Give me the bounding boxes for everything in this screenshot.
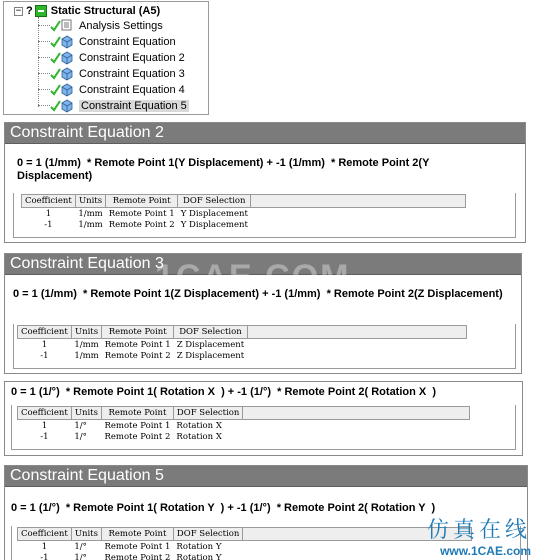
cell-blank (247, 350, 466, 361)
column-header-dof-selection[interactable]: DOF Selection (173, 407, 242, 420)
constraint-equation-4-panel (4, 381, 523, 456)
table-row[interactable] (22, 219, 466, 230)
table-row[interactable] (18, 552, 472, 560)
cell-coefficient[interactable]: -1 (40, 552, 49, 560)
panel-title: Constraint Equation 2 (5, 123, 525, 144)
column-header-coefficient[interactable]: Coefficient (18, 407, 72, 420)
cell-coefficient[interactable]: -1 (40, 350, 49, 361)
tree-item-constraint-equation-4[interactable] (50, 82, 185, 97)
column-header-remote-point[interactable]: Remote Point (106, 195, 178, 208)
watermark-1cae: 1CAE.COM (155, 258, 351, 296)
tree-item-constraint-equation[interactable] (50, 34, 176, 49)
column-header-remote-point[interactable]: Remote Point (101, 528, 173, 541)
tree-item-label: Analysis Settings (79, 19, 163, 32)
collapse-icon[interactable]: − (15, 5, 22, 16)
tree-item-label: Constraint Equation 2 (79, 51, 185, 64)
cell-blank (251, 208, 466, 220)
cell-dof-selection[interactable]: Z Displacement (176, 350, 245, 361)
cell-coefficient[interactable]: 1 (45, 208, 52, 219)
cell-coefficient[interactable]: 1 (41, 541, 48, 552)
cell-coefficient[interactable]: 1 (41, 420, 48, 431)
tree-item-constraint-equation-3[interactable] (50, 66, 185, 81)
cell-blank (243, 431, 470, 442)
cell-remote-point[interactable]: Remote Point 1 (104, 541, 171, 552)
column-header-remote-point[interactable]: Remote Point (101, 407, 173, 420)
cell-dof-selection[interactable]: Rotation Y (176, 541, 222, 552)
cell-units: 1/° (74, 420, 87, 431)
coefficients-table (17, 406, 470, 442)
constraint-equation-icon (50, 82, 76, 97)
table-row[interactable] (18, 350, 467, 361)
equation-text: 0 = 1 (1/°) * Remote Point 1( Rotation X ) + -1 (1/°) * Remote Point 2( Rotation X ) (11, 386, 437, 398)
coefficients-table (17, 527, 472, 560)
tree-item-label: Constraint Equation (79, 35, 176, 48)
tree-root-label: Static Structural (A5) (50, 5, 161, 17)
watermark-url: www.1CAE.com (440, 544, 531, 558)
analysis-settings-icon (50, 18, 76, 33)
table-row[interactable] (18, 339, 467, 351)
cell-units: 1/mm (74, 339, 99, 350)
column-header-coefficient[interactable]: Coefficient (18, 326, 72, 339)
constraint-equation-icon (50, 98, 76, 113)
column-header-blank (243, 407, 470, 420)
tree-item-label: Constraint Equation 5 (81, 99, 187, 112)
constraint-equation-icon (50, 34, 76, 49)
cell-remote-point[interactable]: Remote Point 2 (104, 552, 171, 560)
cell-dof-selection[interactable]: Rotation X (176, 431, 222, 442)
table-row[interactable] (18, 420, 470, 432)
cell-remote-point[interactable]: Remote Point 1 (104, 420, 171, 431)
column-header-coefficient[interactable]: Coefficient (18, 528, 72, 541)
cell-blank (243, 420, 470, 432)
cell-dof-selection[interactable]: Y Displacement (180, 219, 248, 230)
equation-text: 0 = 1 (1/mm) * Remote Point 1(Z Displacement) + -1 (1/mm) * Remote Point 2(Z Displacement) (13, 288, 503, 300)
cell-blank (243, 552, 472, 560)
constraint-equation-3-panel (4, 253, 522, 374)
table-row[interactable] (18, 431, 470, 442)
tree-item-label: Constraint Equation 4 (79, 83, 185, 96)
coefficients-table (17, 325, 467, 361)
cell-units: 1/mm (78, 208, 103, 219)
constraint-equation-icon (50, 50, 76, 65)
tree-item-constraint-equation-2[interactable] (50, 50, 185, 65)
cell-dof-selection[interactable]: Rotation Y (176, 552, 222, 560)
watermark-brand: 仿真在线 (426, 518, 531, 543)
column-header-dof-selection[interactable]: DOF Selection (173, 528, 242, 541)
cell-remote-point[interactable]: Remote Point 2 (104, 431, 171, 442)
cell-coefficient[interactable]: -1 (44, 219, 53, 230)
column-header-coefficient[interactable]: Coefficient (22, 195, 76, 208)
cell-dof-selection[interactable]: Rotation X (176, 420, 222, 431)
panel-title: Constraint Equation 5 (5, 466, 527, 487)
cell-blank (251, 219, 466, 230)
equation-text: 0 = 1 (1/mm) * Remote Point 1(Y Displacement) + -1 (1/mm) * Remote Point 2(Y Displacement) (17, 157, 433, 182)
question-status-icon: ? (26, 5, 33, 17)
panel-title: Constraint Equation 3 (5, 254, 521, 275)
cell-dof-selection[interactable]: Z Displacement (176, 339, 245, 350)
column-header-units[interactable]: Units (71, 407, 101, 420)
cell-coefficient[interactable]: -1 (40, 431, 49, 442)
tree-connector (38, 17, 39, 107)
cell-dof-selection[interactable]: Y Displacement (180, 208, 248, 219)
tree-item-analysis-settings[interactable] (50, 18, 163, 33)
cell-remote-point[interactable]: Remote Point 2 (104, 350, 171, 361)
tree-item-constraint-equation-5[interactable] (50, 98, 189, 113)
cell-units: 1/° (74, 552, 87, 560)
column-header-dof-selection[interactable]: DOF Selection (178, 195, 251, 208)
analysis-status-icon (35, 5, 47, 17)
cell-units: 1/mm (74, 350, 99, 361)
equation-text: 0 = 1 (1/°) * Remote Point 1( Rotation Y ) + -1 (1/°) * Remote Point 2( Rotation Y ) (11, 502, 436, 514)
column-header-blank (251, 195, 466, 208)
coefficients-table (21, 194, 466, 230)
cell-blank (247, 339, 466, 351)
table-row[interactable] (22, 208, 466, 220)
column-header-units[interactable]: Units (71, 326, 101, 339)
outline-tree (3, 1, 209, 115)
column-header-blank (247, 326, 466, 339)
cell-coefficient[interactable]: 1 (41, 339, 48, 350)
cell-units: 1/mm (78, 219, 103, 230)
cell-units: 1/° (74, 431, 87, 442)
cell-remote-point[interactable]: Remote Point 2 (108, 219, 175, 230)
column-header-units[interactable]: Units (75, 195, 105, 208)
constraint-equation-icon (50, 66, 76, 81)
column-header-dof-selection[interactable]: DOF Selection (174, 326, 248, 339)
constraint-equation-2-panel (4, 122, 526, 243)
column-header-units[interactable]: Units (71, 528, 101, 541)
cell-units: 1/° (74, 541, 87, 552)
table-row[interactable] (18, 541, 472, 553)
tree-item-label: Constraint Equation 3 (79, 67, 185, 80)
tree-root-static-structural[interactable] (14, 4, 160, 18)
cell-remote-point[interactable]: Remote Point 1 (108, 208, 175, 219)
column-header-remote-point[interactable]: Remote Point (102, 326, 174, 339)
cell-remote-point[interactable]: Remote Point 1 (104, 339, 171, 350)
